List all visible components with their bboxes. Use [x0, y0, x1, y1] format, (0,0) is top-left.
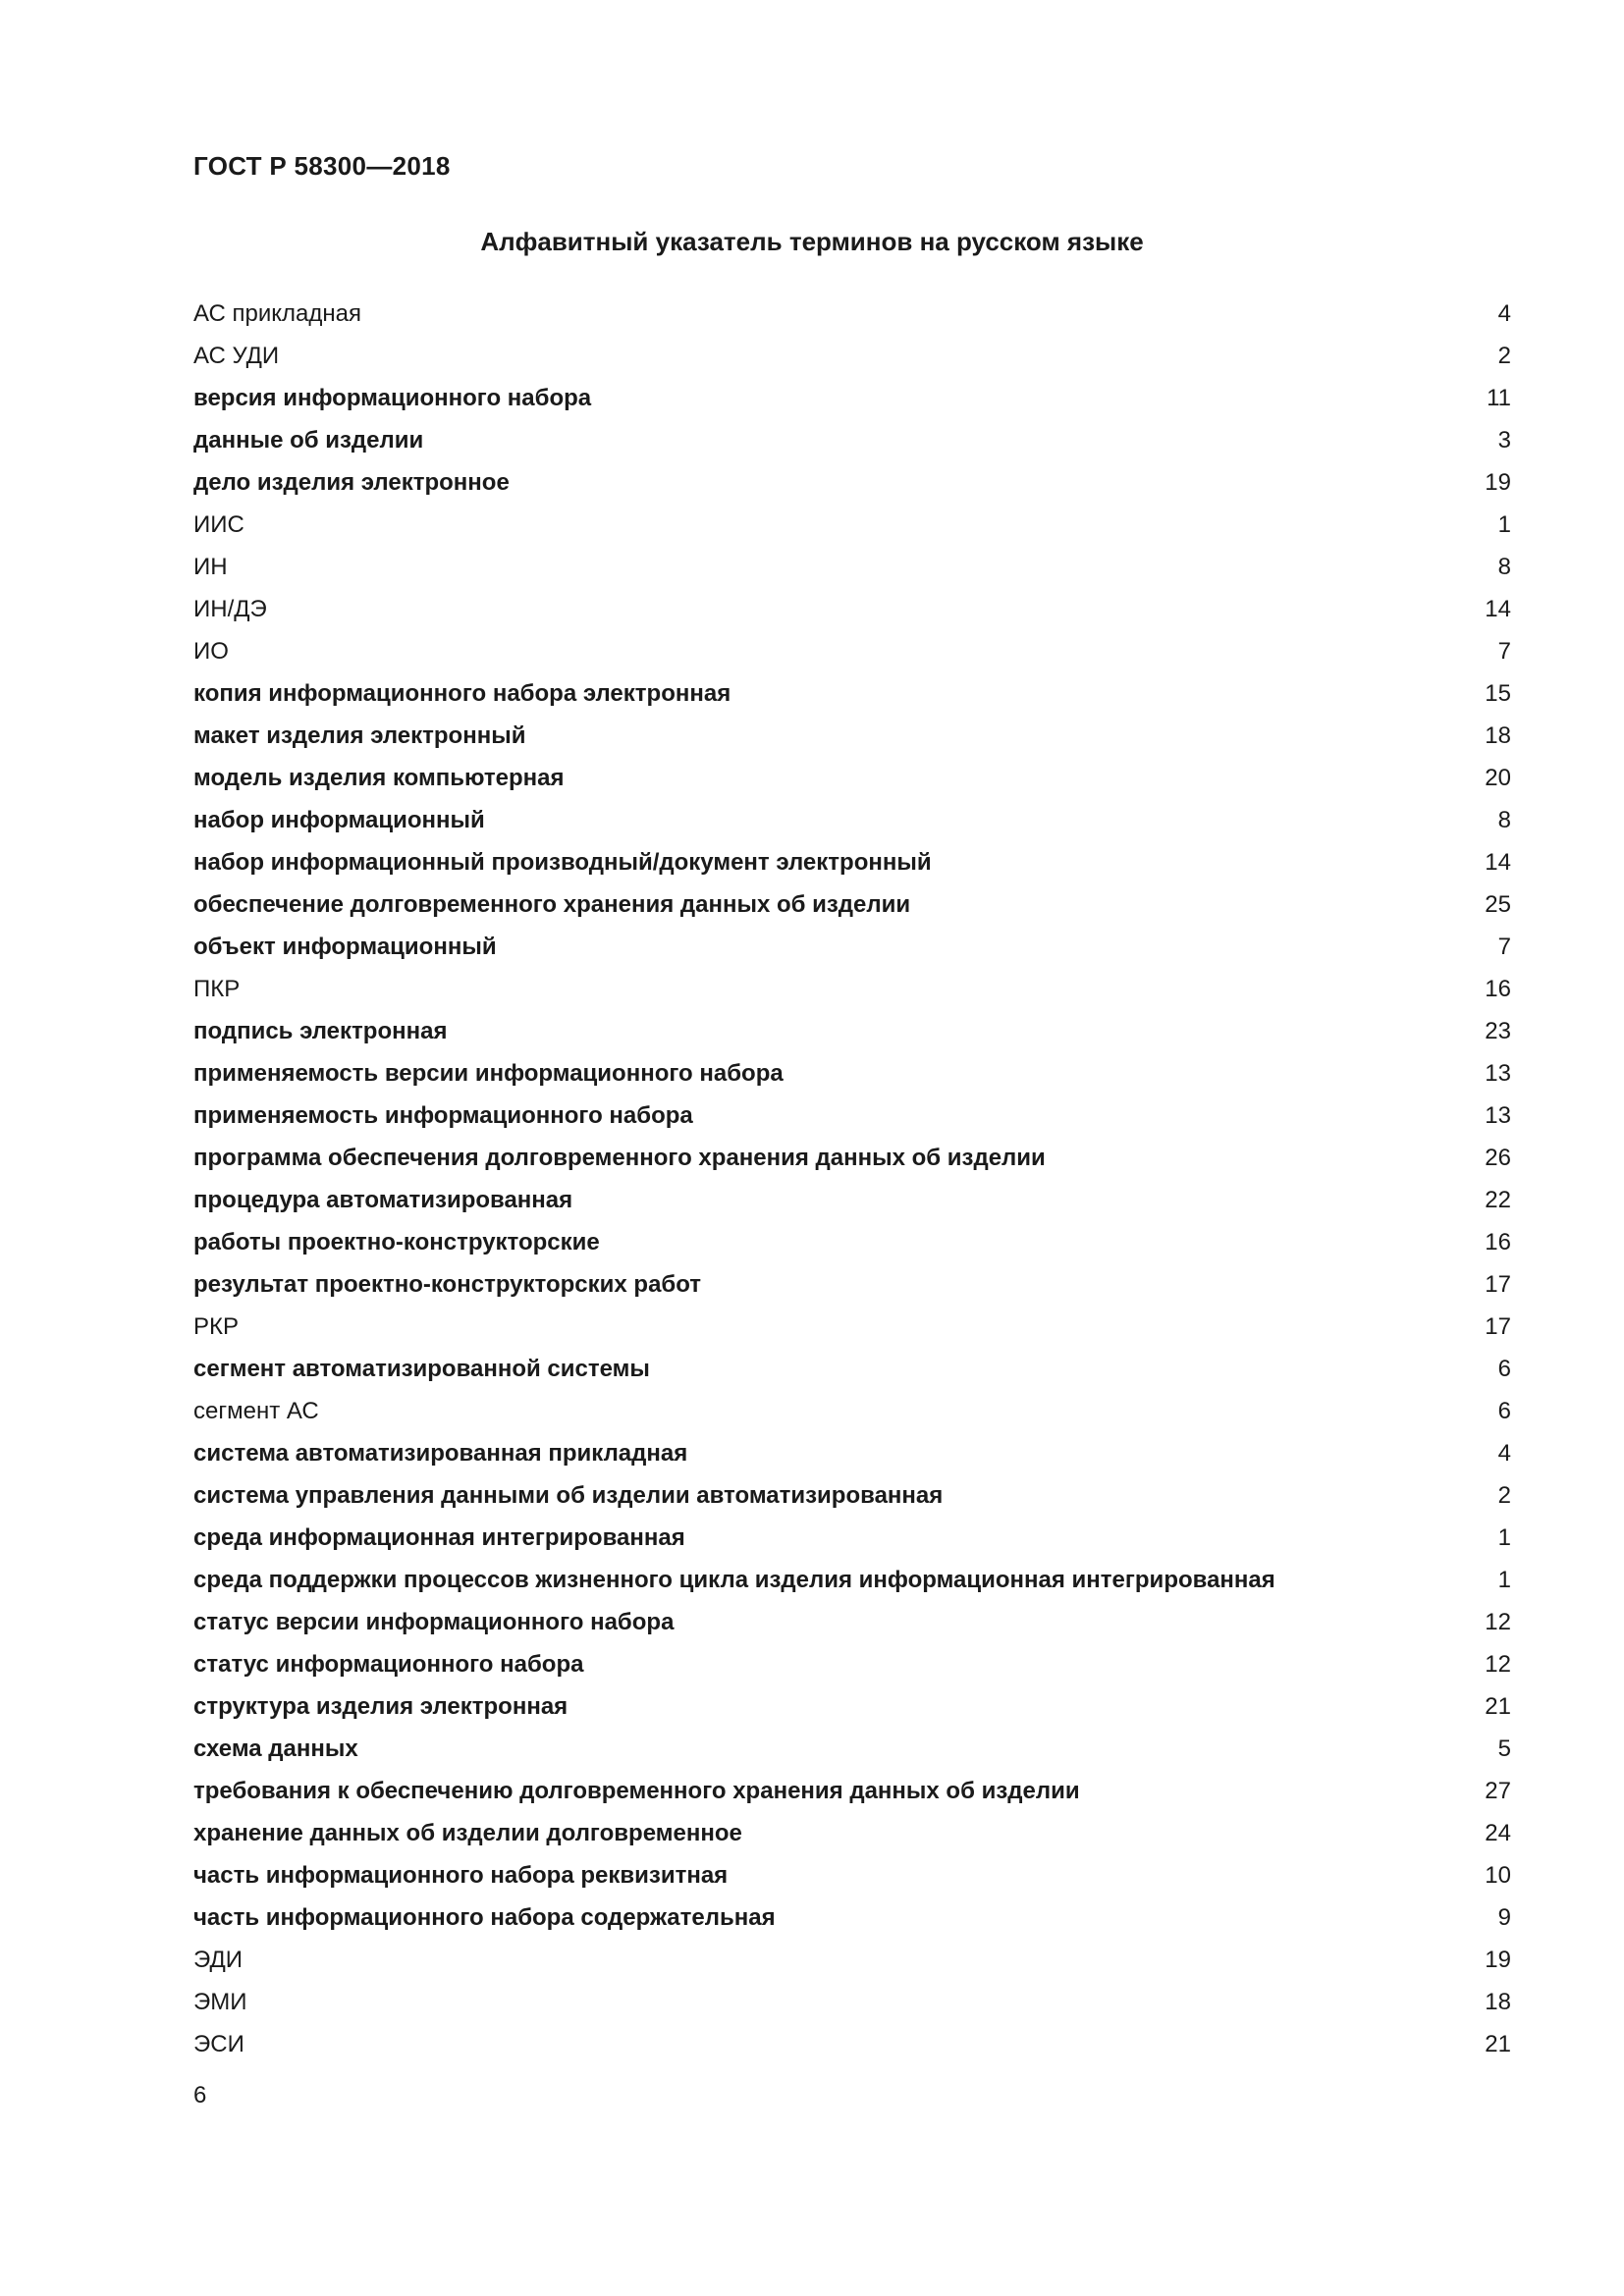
- index-term-reference: 7: [1497, 638, 1511, 665]
- index-entry: [193, 1015, 1511, 1057]
- index-entry: [193, 1859, 1511, 1901]
- index-term: программа обеспечения долговременного хранения данных об изделии: [193, 1145, 1046, 1171]
- index-term-reference: 27: [1485, 1778, 1511, 1804]
- term-index-list: [193, 297, 1511, 2070]
- index-entry: [193, 1648, 1511, 1690]
- index-term: система автоматизированная прикладная: [193, 1440, 688, 1467]
- index-entry: [193, 1733, 1511, 1775]
- index-term: статус версии информационного набора: [193, 1609, 675, 1635]
- index-term-reference: 12: [1485, 1609, 1511, 1635]
- index-entry: [193, 424, 1511, 466]
- index-term-reference: 11: [1487, 385, 1511, 411]
- index-term: часть информационного набора содержательная: [193, 1904, 776, 1931]
- index-entry: [193, 973, 1511, 1015]
- index-term-reference: 4: [1497, 300, 1511, 327]
- index-entry: [193, 1986, 1511, 2028]
- index-term: подпись электронная: [193, 1018, 448, 1044]
- index-term-reference: 15: [1485, 680, 1511, 707]
- index-entry: [193, 1353, 1511, 1395]
- index-term: среда информационная интегрированная: [193, 1524, 685, 1551]
- index-entry: [193, 1817, 1511, 1859]
- index-term-reference: 3: [1497, 427, 1511, 454]
- index-term: АС прикладная: [193, 300, 361, 327]
- index-term: АС УДИ: [193, 343, 280, 369]
- index-term-reference: 6: [1497, 1356, 1511, 1382]
- index-term: схема данных: [193, 1735, 358, 1762]
- index-entry: [193, 1184, 1511, 1226]
- index-term-reference: 19: [1485, 1947, 1511, 1973]
- index-entry: [193, 1901, 1511, 1944]
- index-term-reference: 23: [1485, 1018, 1511, 1044]
- index-entry: [193, 593, 1511, 635]
- index-term-reference: 18: [1485, 722, 1511, 749]
- index-entry: [193, 1226, 1511, 1268]
- index-term: ЭМИ: [193, 1989, 247, 2015]
- index-entry: [193, 1479, 1511, 1522]
- index-term-reference: 25: [1485, 891, 1511, 918]
- index-entry: [193, 1690, 1511, 1733]
- index-term: обеспечение долговременного хранения данных об изделии: [193, 891, 911, 918]
- index-entry: [193, 888, 1511, 931]
- index-entry: [193, 846, 1511, 888]
- index-entry: [193, 340, 1511, 382]
- index-term-reference: 13: [1485, 1102, 1511, 1129]
- index-term-reference: 24: [1485, 1820, 1511, 1846]
- index-term-reference: 12: [1485, 1651, 1511, 1678]
- index-term: ИИС: [193, 511, 244, 538]
- index-entry: [193, 1310, 1511, 1353]
- index-term-reference: 5: [1497, 1735, 1511, 1762]
- index-term-reference: 8: [1497, 554, 1511, 580]
- index-term-reference: 18: [1485, 1989, 1511, 2015]
- index-entry: [193, 2028, 1511, 2070]
- index-term-reference: 17: [1485, 1313, 1511, 1340]
- index-term-reference: 26: [1485, 1145, 1511, 1171]
- index-term: объект информационный: [193, 934, 497, 960]
- index-term: структура изделия электронная: [193, 1693, 568, 1720]
- index-term-reference: 1: [1497, 1567, 1511, 1593]
- index-term: ИН/ДЭ: [193, 596, 267, 622]
- index-entry: [193, 1395, 1511, 1437]
- index-entry: [193, 1437, 1511, 1479]
- index-entry: [193, 1564, 1511, 1606]
- index-term: сегмент автоматизированной системы: [193, 1356, 650, 1382]
- index-term-reference: 2: [1497, 343, 1511, 369]
- index-term: сегмент АС: [193, 1398, 319, 1424]
- index-term-reference: 1: [1497, 511, 1511, 538]
- index-entry: [193, 466, 1511, 508]
- index-term: ИН: [193, 554, 228, 580]
- index-term-reference: 14: [1485, 849, 1511, 876]
- index-term-reference: 22: [1485, 1187, 1511, 1213]
- index-term-reference: 21: [1485, 1693, 1511, 1720]
- index-entry: [193, 762, 1511, 804]
- index-term-reference: 14: [1485, 596, 1511, 622]
- index-entry: [193, 551, 1511, 593]
- index-term: ЭСИ: [193, 2031, 244, 2057]
- index-term-reference: 7: [1497, 934, 1511, 960]
- index-entry: [193, 1268, 1511, 1310]
- index-term: копия информационного набора электронная: [193, 680, 731, 707]
- index-term: результат проектно-конструкторских работ: [193, 1271, 702, 1298]
- index-term: макет изделия электронный: [193, 722, 526, 749]
- index-term: набор информационный: [193, 807, 485, 833]
- index-term: процедура автоматизированная: [193, 1187, 573, 1213]
- index-entry: [193, 635, 1511, 677]
- index-term: применяемость информационного набора: [193, 1102, 693, 1129]
- index-term: ИО: [193, 638, 229, 665]
- index-entry: [193, 1775, 1511, 1817]
- index-term-reference: 16: [1485, 1229, 1511, 1255]
- index-entry: [193, 720, 1511, 762]
- index-term-reference: 20: [1485, 765, 1511, 791]
- index-term: хранение данных об изделии долговременное: [193, 1820, 742, 1846]
- index-term: применяемость версии информационного набора: [193, 1060, 784, 1087]
- index-term: ЭДИ: [193, 1947, 243, 1973]
- index-term-reference: 10: [1485, 1862, 1511, 1889]
- index-term-reference: 4: [1497, 1440, 1511, 1467]
- index-term: ПКР: [193, 976, 241, 1002]
- index-entry: [193, 804, 1511, 846]
- document-identifier: ГОСТ Р 58300—2018: [193, 151, 451, 181]
- index-term: требования к обеспечению долговременного хранения данных об изделии: [193, 1778, 1080, 1804]
- index-term-reference: 21: [1485, 2031, 1511, 2057]
- index-entry: [193, 1099, 1511, 1142]
- index-term-reference: 2: [1497, 1482, 1511, 1509]
- index-title: Алфавитный указатель терминов на русском языке: [480, 227, 1144, 256]
- index-term-reference: 9: [1497, 1904, 1511, 1931]
- index-term: часть информационного набора реквизитная: [193, 1862, 729, 1889]
- index-term-reference: 13: [1485, 1060, 1511, 1087]
- index-term: система управления данными об изделии автоматизированная: [193, 1482, 944, 1509]
- index-term-reference: 16: [1485, 976, 1511, 1002]
- index-entry: [193, 508, 1511, 551]
- index-term: модель изделия компьютерная: [193, 765, 565, 791]
- index-entry: [193, 1606, 1511, 1648]
- index-term: работы проектно-конструкторские: [193, 1229, 600, 1255]
- index-entry: [193, 297, 1511, 340]
- index-term-reference: 17: [1485, 1271, 1511, 1298]
- index-term: статус информационного набора: [193, 1651, 584, 1678]
- index-entry: [193, 382, 1511, 424]
- index-term: дело изделия электронное: [193, 469, 510, 496]
- index-term-reference: 8: [1497, 807, 1511, 833]
- index-term: данные об изделии: [193, 427, 424, 454]
- index-term-reference: 6: [1497, 1398, 1511, 1424]
- index-entry: [193, 931, 1511, 973]
- index-entry: [193, 1057, 1511, 1099]
- index-entry: [193, 677, 1511, 720]
- index-term-reference: 19: [1485, 469, 1511, 496]
- index-term: набор информационный производный/документ электронный: [193, 849, 932, 876]
- index-entry: [193, 1944, 1511, 1986]
- page-number: 6: [193, 2082, 207, 2109]
- index-term: РКР: [193, 1313, 239, 1340]
- index-term-reference: 1: [1497, 1524, 1511, 1551]
- index-term: версия информационного набора: [193, 385, 592, 411]
- index-entry: [193, 1142, 1511, 1184]
- index-entry: [193, 1522, 1511, 1564]
- index-term: среда поддержки процессов жизненного цикла изделия информационная интегрированная: [193, 1567, 1275, 1593]
